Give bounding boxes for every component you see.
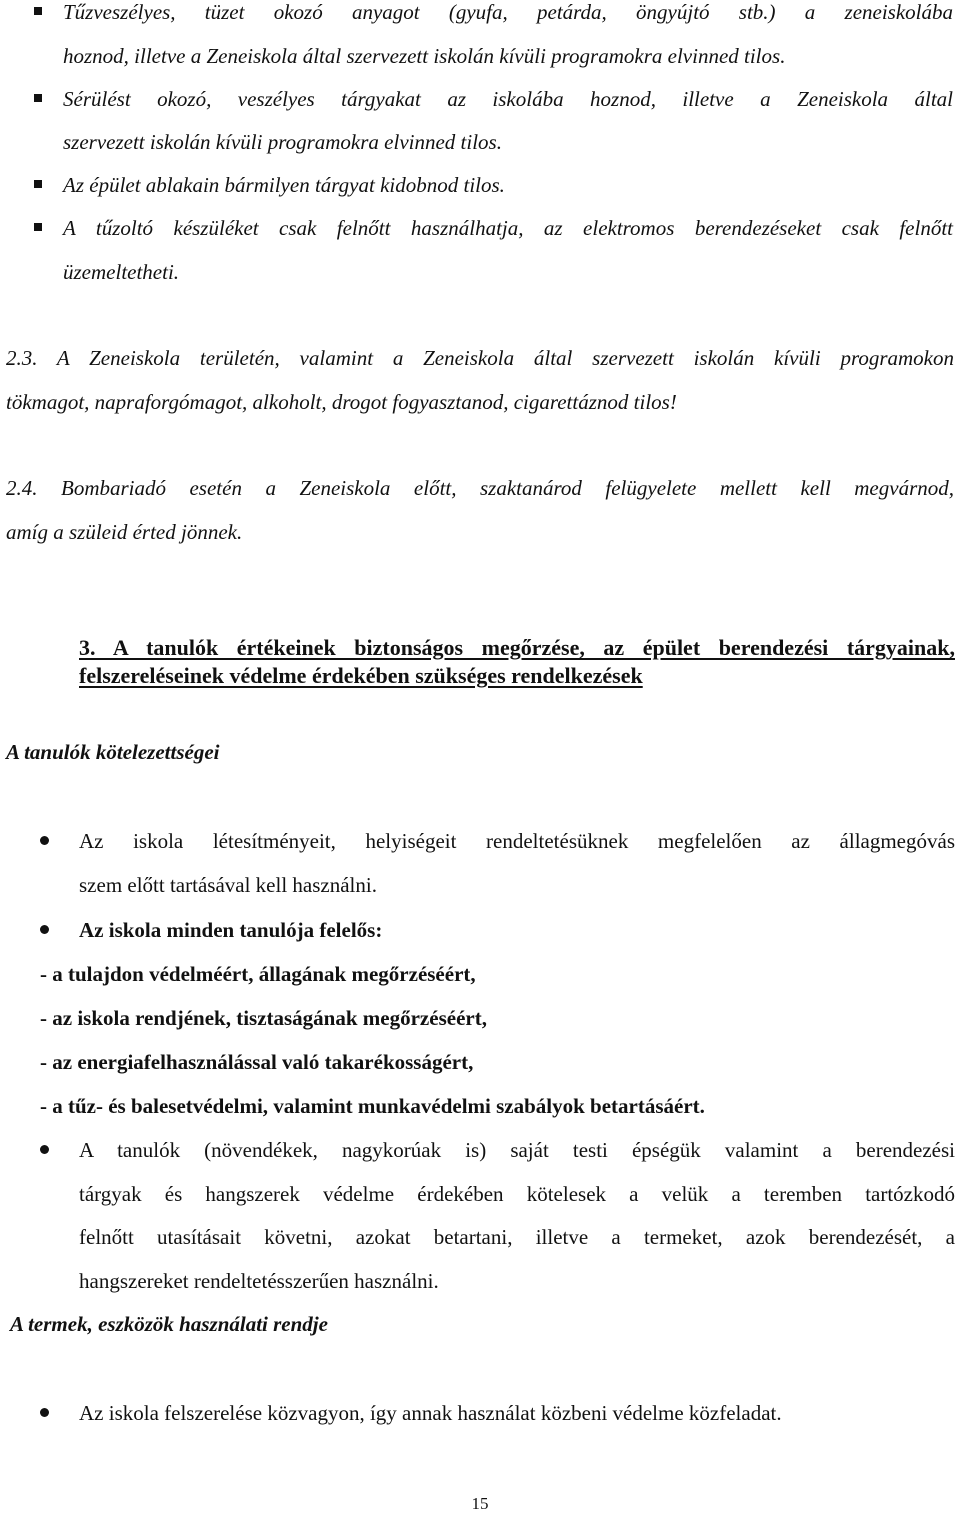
square-bullet-icon <box>34 223 42 231</box>
para-2-4-line-2: amíg a szüleid érted jönnek. <box>6 520 243 544</box>
bullet-1-line-2: hoznod, illetve a Zeneiskola által szervezett iskolán kívüli programokra elvinned tilos. <box>63 44 786 68</box>
obligation-3-line-3: felnőtt utasításait követni, azokat betartani, illetve a termeket, azok berendezését, a <box>79 1225 955 1249</box>
rooms-bullet-text: Az iskola felszerelése közvagyon, így annak használat közbeni védelme közfeladat. <box>79 1401 782 1425</box>
page-number: 15 <box>471 1494 489 1513</box>
bullet-3-line-1: Az épület ablakain bármilyen tárgyat kidobnod tilos. <box>63 173 505 197</box>
section-3-heading-line-2: felszereléseinek védelme érdekében szükséges rendelkezések <box>79 663 643 688</box>
bullet-2-line-2: szervezett iskolán kívüli programokra elvinned tilos. <box>63 130 502 154</box>
responsibility-item: - az iskola rendjének, tisztaságának megőrzéséért, <box>40 1006 487 1030</box>
para-2-3-line-1: 2.3. A Zeneiskola területén, valamint a Zeneiskola által szervezett iskolán kívüli programokon <box>6 346 954 370</box>
obligation-2-heading: Az iskola minden tanulója felelős: <box>79 918 383 942</box>
round-bullet-icon <box>40 925 49 934</box>
obligations-heading: A tanulók kötelezettségei <box>6 740 220 764</box>
para-2-3-line-2: tökmagot, napraforgómagot, alkoholt, drogot fogyasztanod, cigarettáznod tilos! <box>6 390 677 414</box>
round-bullet-icon <box>40 1408 49 1417</box>
para-2-4-line-1: 2.4. Bombariadó esetén a Zeneiskola előtt, szaktanárod felügyelete mellett kell megvárnod, <box>6 476 954 500</box>
obligation-3-line-4: hangszereket rendeltetésszerűen használni. <box>79 1269 439 1293</box>
responsibility-item: - a tűz- és balesetvédelmi, valamint munkavédelmi szabályok betartásáért. <box>40 1094 705 1118</box>
responsibility-item: - az energiafelhasználással való takarékosságért, <box>40 1050 474 1074</box>
responsibility-item: - a tulajdon védelméért, állagának megőrzéséért, <box>40 962 476 986</box>
section-3-heading-line-1: 3. A tanulók értékeinek biztonságos megőrzése, az épület berendezési tárgyainak, <box>79 635 955 660</box>
obligation-3-line-1: A tanulók (növendékek, nagykorúak is) saját testi épségük valamint a berendezési <box>79 1138 955 1162</box>
bullet-1-line-1: Tűzveszélyes, tüzet okozó anyagot (gyufa, petárda, öngyújtó stb.) a zeneiskolába <box>63 0 953 24</box>
bullet-4-line-2: üzemeltetheti. <box>63 260 180 284</box>
square-bullet-icon <box>34 94 42 102</box>
bullet-4-line-1: A tűzoltó készüléket csak felnőtt használhatja, az elektromos berendezéseket csak felnőtt <box>63 216 953 240</box>
obligation-1-line-1: Az iskola létesítményeit, helyiségeit rendeltetésüknek megfelelően az állagmegóvás <box>79 829 955 853</box>
rooms-heading: A termek, eszközök használati rendje <box>10 1312 328 1336</box>
round-bullet-icon <box>40 1145 49 1154</box>
obligation-3-line-2: tárgyak és hangszerek védelme érdekében kötelesek a velük a teremben tartózkodó <box>79 1182 955 1206</box>
square-bullet-icon <box>34 180 42 188</box>
square-bullet-icon <box>34 7 42 15</box>
bullet-2-line-1: Sérülést okozó, veszélyes tárgyakat az iskolába hoznod, illetve a Zeneiskola által <box>63 87 953 111</box>
round-bullet-icon <box>40 836 49 845</box>
obligation-1-line-2: szem előtt tartásával kell használni. <box>79 873 377 897</box>
